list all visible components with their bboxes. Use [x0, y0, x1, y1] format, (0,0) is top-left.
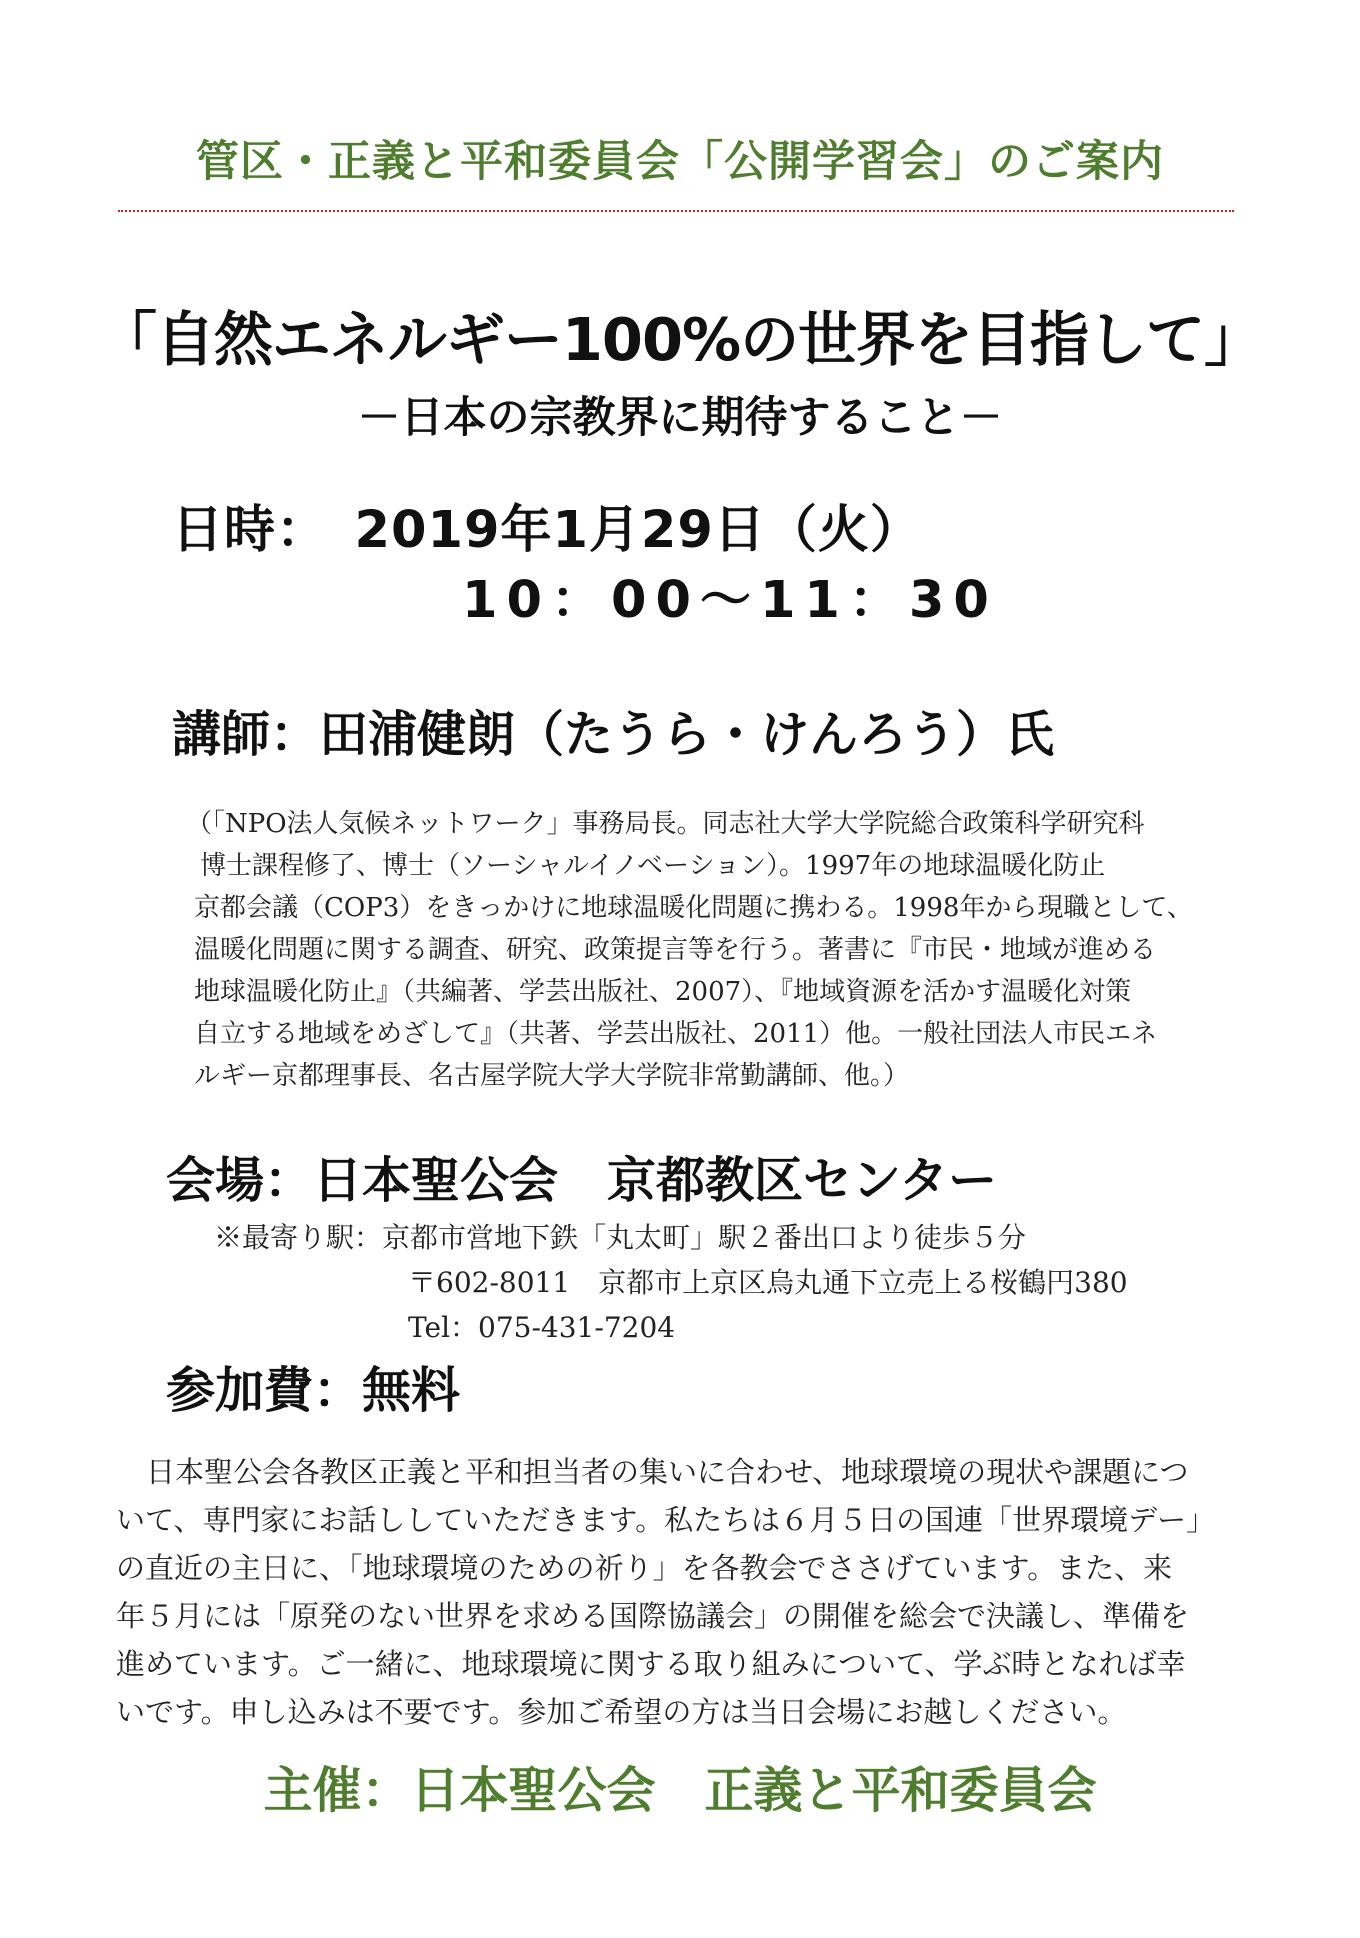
- bio-line: 温暖化問題に関する調査、研究、政策提言等を行う。著書に『市民・地域が進める: [194, 935, 1157, 965]
- header-divider: [118, 210, 1234, 212]
- body-line: いて、専門家にお話ししていただきます。私たちは６月５日の国連「世界環境デー」: [116, 1503, 1216, 1537]
- venue-access: ※最寄り駅：京都市営地下鉄「丸太町」駅２番出口より徒歩５分: [214, 1221, 1027, 1254]
- venue-tel: Tel：075-431-7204: [408, 1311, 676, 1344]
- speaker-name: 講師：田浦健朗（たうら・けんろう）氏: [172, 706, 1055, 763]
- bio-line: 地球温暖化防止』（共編著、学芸出版社、2007）、『地域資源を活かす温暖化対策: [194, 977, 1132, 1007]
- bio-line: 京都会議（COP3）をきっかけに地球温暖化問題に携わる。1998年から現職として、: [194, 893, 1193, 923]
- venue-address: 〒602-8011 京都市上京区烏丸通下立売上る桜鶴円380: [408, 1266, 1128, 1299]
- organizer: 主催：日本聖公会 正義と平和委員会: [263, 1762, 1097, 1819]
- body-line: 日本聖公会各教区正義と平和担当者の集いに合わせ、地球環境の現状や課題につ: [146, 1455, 1189, 1489]
- header-title: 管区・正義と平和委員会「公開学習会」のご案内: [196, 137, 1164, 187]
- event-time: 10：00～11：30: [462, 571, 998, 630]
- bio-line: ルギー京都理事長、名古屋学院大学大学院非常勤講師、他。）: [194, 1061, 910, 1091]
- event-date: 日時： 2019年1月29日（火）: [172, 501, 922, 560]
- event-subtitle: －日本の宗教界に期待すること－: [357, 393, 1003, 443]
- body-line: 進めています。ご一緒に、地球環境に関する取り組みについて、学ぶ時となれば幸: [116, 1647, 1186, 1681]
- event-title: 「自然エネルギー100%の世界を目指して」: [97, 305, 1263, 374]
- venue-label: 会場：日本聖公会 京都教区センター: [166, 1152, 998, 1209]
- bio-line: （「NPO法人気候ネットワーク」事務局長。同志社大学大学院総合政策科学研究科: [186, 809, 1145, 839]
- participation-fee: 参加費：無料: [166, 1362, 461, 1419]
- bio-line: 自立する地域をめざして』（共著、学芸出版社、2011）他。一般社団法人市民エネ: [194, 1019, 1158, 1049]
- body-line: の直近の主日に、「地球環境のための祈り」を各教会でささげています。また、来: [116, 1551, 1173, 1585]
- body-line: いです。申し込みは不要です。参加ご希望の方は当日会場にお越しください。: [116, 1695, 1127, 1729]
- bio-line: 博士課程修了、博士（ソーシャルイノベーション）。1997年の地球温暖化防止: [200, 851, 1106, 881]
- body-line: 年５月には「原発のない世界を求める国際協議会」の開催を総会で決議し、準備を: [116, 1599, 1190, 1633]
